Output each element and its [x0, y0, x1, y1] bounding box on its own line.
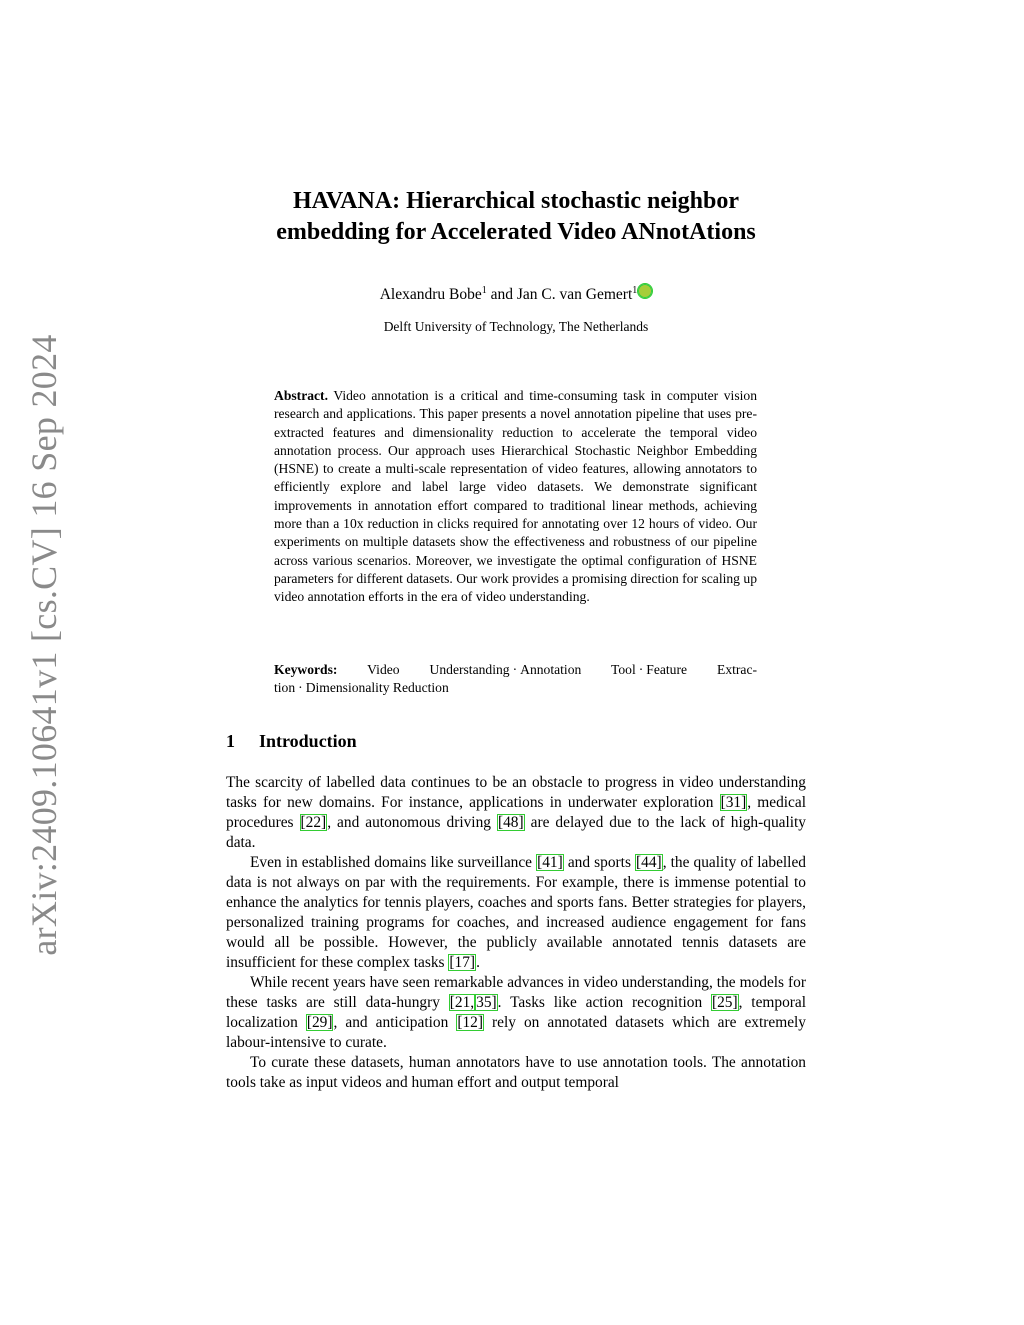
paragraph-text: , and autonomous driving	[327, 814, 497, 831]
author-2: Jan C. van Gemert	[516, 286, 633, 303]
paragraph-text: and sports	[563, 854, 636, 871]
title-line-2: embedding for Accelerated Video ANnotAtions	[276, 219, 756, 245]
paragraph-text: , the quality of labelled data is not always on par with the requirements. For example, there is immense potential to enhance the analytics for tennis players, coaches and sports fans. Better strategies for players, personalized training programs for coaches, and increased audience engagement for fans would all be possible. However, the publicly available annotated tennis datasets are insufficient for these complex tasks	[226, 854, 806, 971]
keywords: Keywords: Video Understanding · Annotation Tool · Feature Extraction · Dimensionality Reduction	[274, 662, 758, 696]
citation-link[interactable]: [25]	[711, 994, 738, 1011]
paragraph-text: rely on annotated datasets which are extremely labour-intensive to curate.	[226, 1014, 806, 1051]
citation-link[interactable]: [17]	[449, 954, 476, 971]
abstract-text: Video annotation is a critical and time-consuming task in computer vision research and applications. This paper presents a novel annotation pipeline that uses pre-extracted features and dimensionality reduction to accelerate the temporal video annotation process. Our approach uses Hierarchical Stochastic Neighbor Embedding (HSNE) to create a multi-scale representation of video features, allowing annotators to efficiently explore and label large video datasets. We demonstrate significant improvements in annotation effort compared to traditional linear methods, achieving more than a 10x reduction in clicks required for annotating over 12 hours of video. Our experiments on multiple datasets show the effectiveness and robustness of our pipeline across various scenarios. Moreover, we investigate the optimal configuration of HSNE parameters for different datasets. Our work provides a promising direction for scaling up video annotation efforts in the era of video understanding.	[274, 388, 757, 605]
keyword-item: Dimensionality Reduction	[305, 680, 449, 696]
author-list	[226, 284, 806, 304]
keyword-item: Annotation Tool	[520, 662, 636, 677]
citation-link[interactable]: [44]	[636, 854, 662, 871]
paragraph-text: , medical procedures	[226, 794, 806, 831]
orcid-icon[interactable]	[638, 284, 652, 298]
abstract-label: Abstract.	[274, 388, 328, 403]
author-1-affiliation: 1	[481, 284, 487, 296]
citation-link[interactable]: [22]	[300, 814, 327, 831]
citation-link[interactable]: [41]	[537, 854, 563, 871]
paragraph-text: .	[476, 954, 480, 971]
title-line-1: HAVANA: Hierarchical stochastic neighbor	[293, 188, 739, 214]
paragraph	[226, 973, 806, 1053]
author-conjunction: and	[490, 286, 514, 303]
paragraph-text: are delayed due to the lack of high-quality data.	[226, 814, 806, 851]
paragraph-text: , temporal localization	[226, 994, 806, 1031]
paragraph-text: Even in established domains like surveillance	[250, 854, 537, 871]
abstract	[274, 387, 757, 607]
paragraph	[226, 853, 806, 973]
arxiv-id-text: arXiv:2409.10641v1 [cs.CV] 16 Sep 2024	[24, 334, 64, 956]
citation-link[interactable]: 35]	[476, 994, 497, 1011]
keyword-item: Feature Extraction	[274, 662, 758, 696]
paragraph	[226, 773, 806, 853]
paragraph-text: The scarcity of labelled data continues to be an obstacle to progress in video understanding tasks for new domains. For instance, applications in underwater exploration	[226, 774, 806, 811]
paper-title	[226, 186, 806, 248]
keywords-label: Keywords:	[274, 662, 338, 677]
citation-link[interactable]: [21,	[449, 994, 475, 1011]
affiliation: Delft University of Technology, The Netherlands	[383, 319, 649, 334]
section-title: Introduction	[259, 731, 357, 751]
paragraph-text: . Tasks like action recognition	[497, 994, 711, 1011]
section-number: 1	[226, 731, 235, 751]
paragraph-text: While recent years have seen remarkable advances in video understanding, the models for these tasks are still data-hungry	[226, 974, 806, 1011]
section-body	[226, 773, 806, 1093]
paragraph	[226, 1053, 806, 1093]
section-heading	[226, 731, 357, 752]
author-1: Alexandru Bobe	[379, 286, 482, 303]
keyword-item: Video Understanding	[367, 662, 510, 677]
citation-link[interactable]: [48]	[497, 814, 524, 831]
citation-link[interactable]: [12]	[457, 1014, 483, 1031]
citation-link[interactable]: [31]	[720, 794, 747, 811]
paragraph-text: To curate these datasets, human annotators have to use annotation tools. The annotation tools take as input videos and human effort and output temporal	[226, 1054, 806, 1091]
paragraph-text: , and anticipation	[333, 1014, 457, 1031]
citation-link[interactable]: [29]	[306, 1014, 333, 1031]
author-2-affiliation: 1	[632, 284, 638, 296]
